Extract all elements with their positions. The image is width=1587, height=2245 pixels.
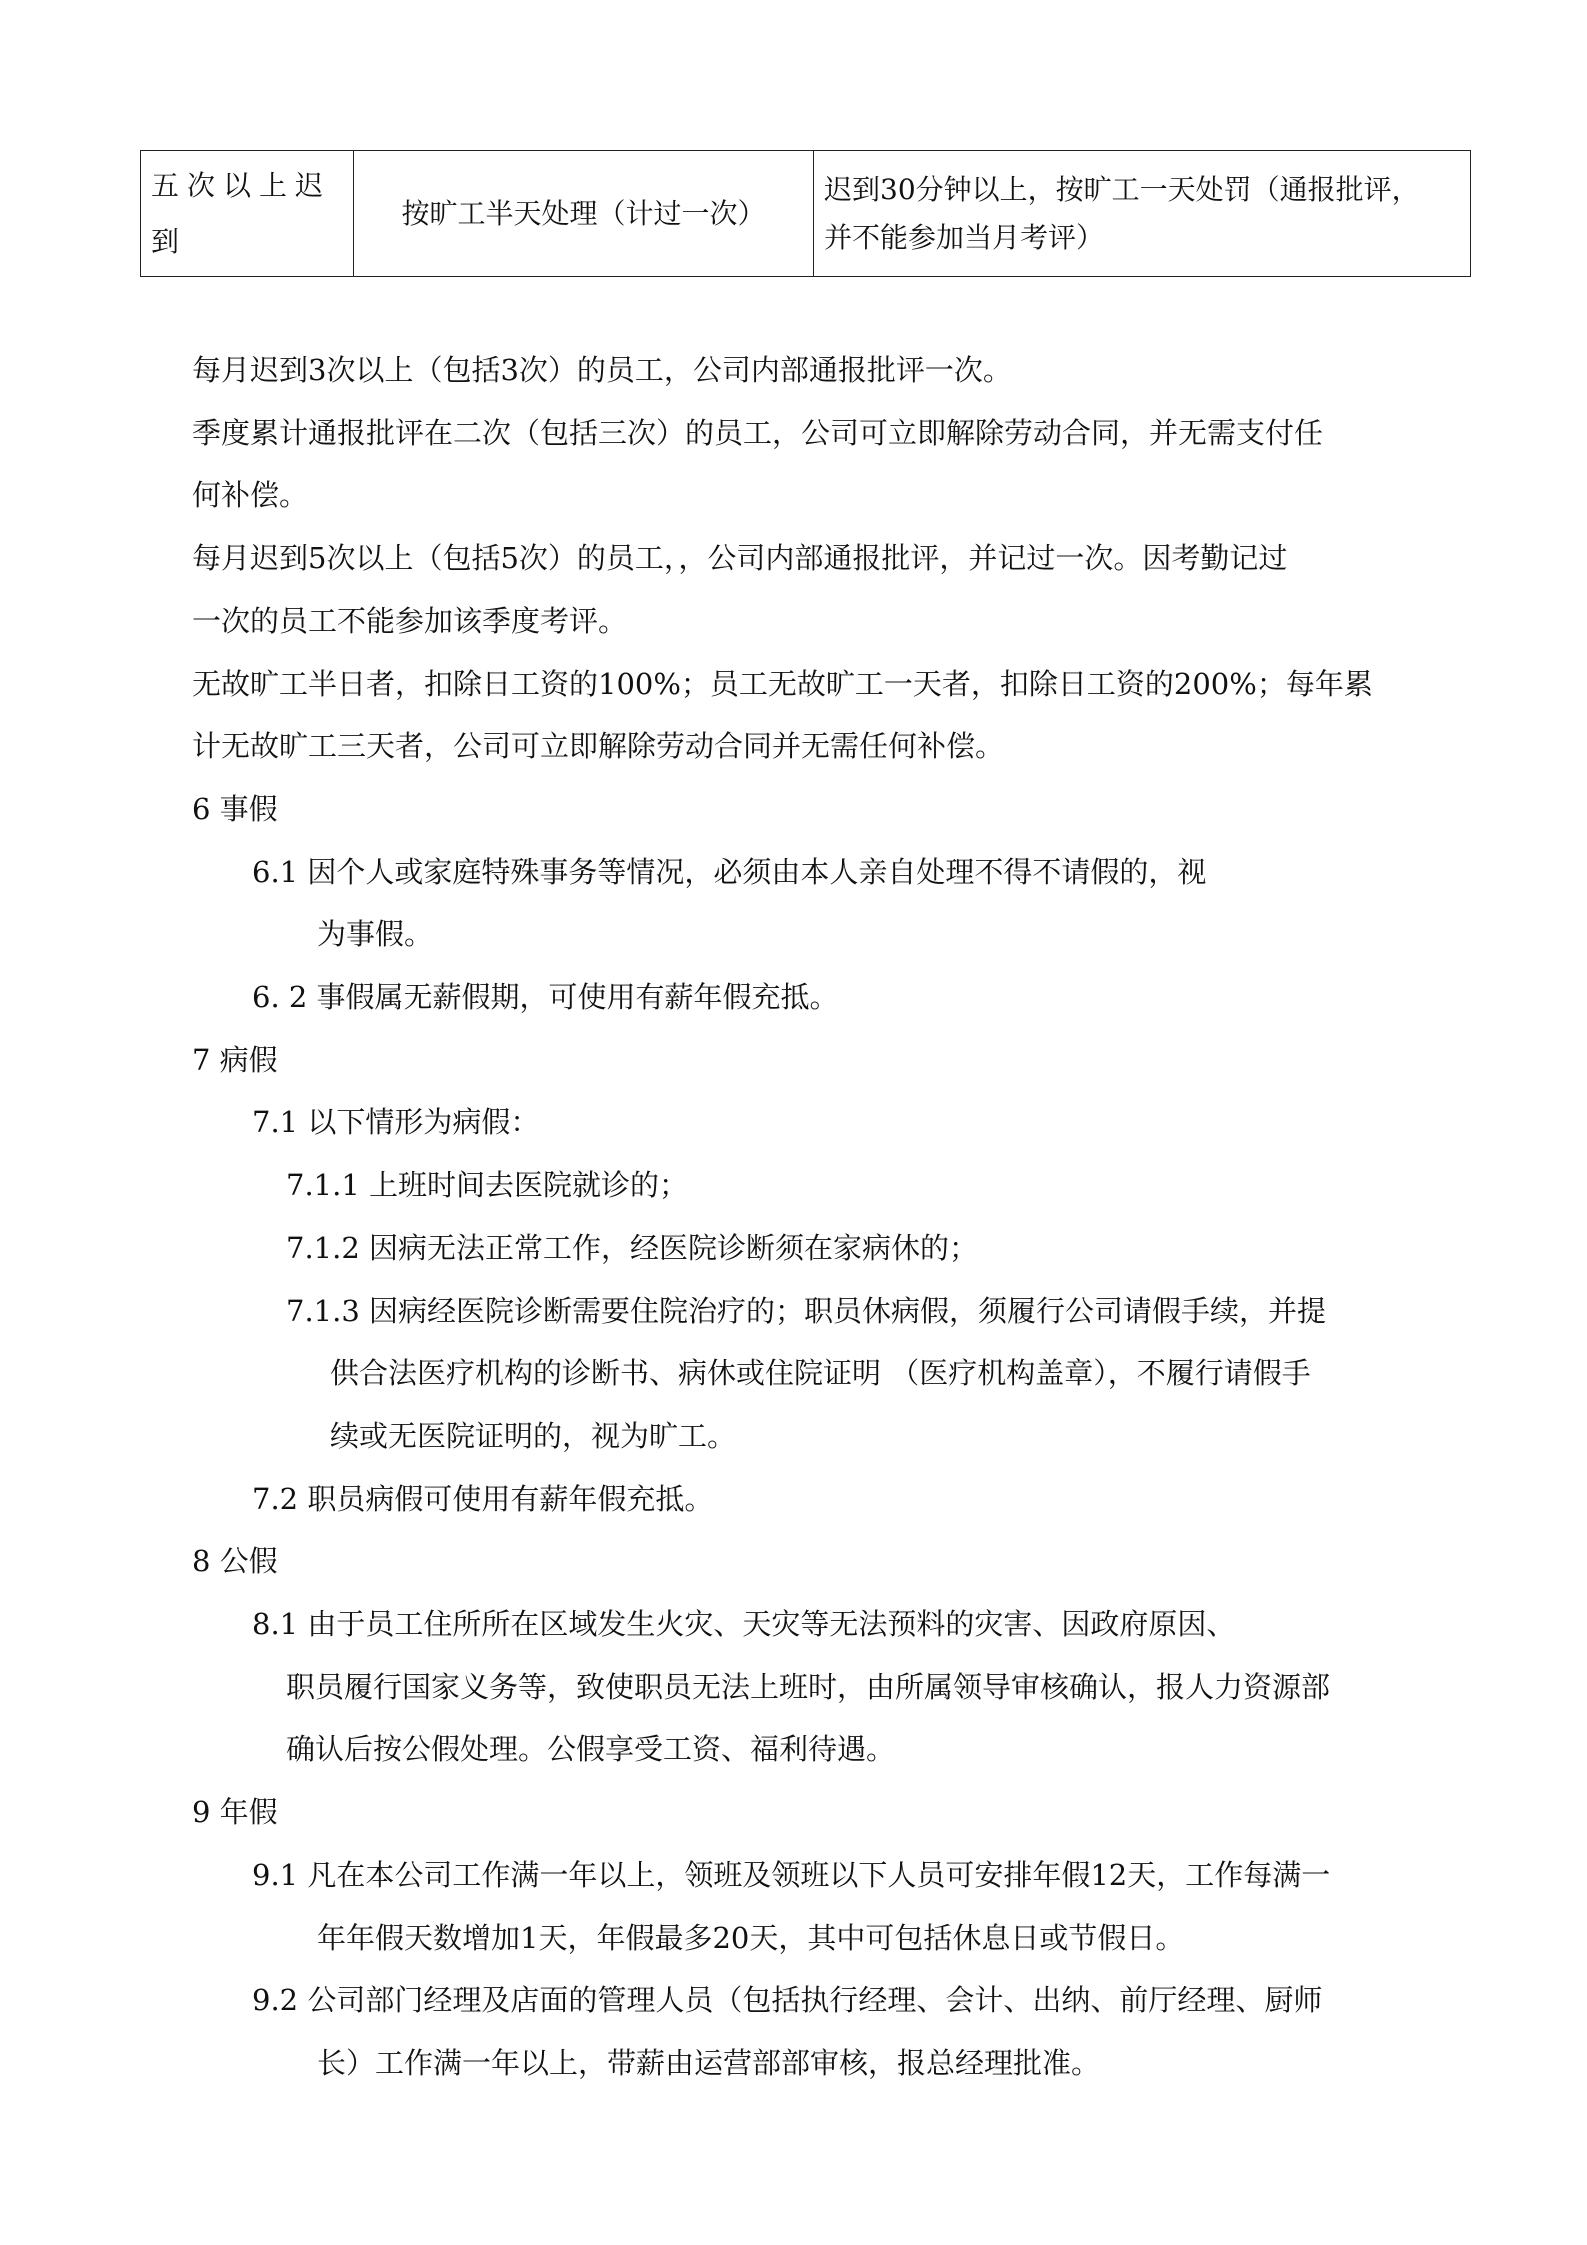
paragraph-monthly-late-5-line: 每月迟到5次以上（包括5次）的员工，，公司内部通报批评，并记过一次。因考勤记过 (192, 541, 1288, 575)
section-7-2: 7.2 职员病假可使用有薪年假充抵。 (252, 1482, 714, 1516)
section-title-personal-leave: 6 事假 (192, 792, 278, 826)
section-9-1-line: 年年假天数增加1天，年假最多20天，其中可包括休息日或节假日。 (317, 1921, 1185, 1955)
section-7-1-2: 7.1.2 因病无法正常工作，经医院诊断须在家病休的； (286, 1231, 979, 1265)
table-cell-penalty (814, 151, 1471, 277)
lateness-penalty-table (140, 150, 1471, 277)
paragraph-absence-line: 无故旷工半日者，扣除日工资的100%；员工无故旷工一天者，扣除日工资的200%；每年累 (192, 667, 1373, 701)
cell-text: 五次以上迟到 (151, 168, 332, 258)
section-7-1: 7.1 以下情形为病假： (252, 1105, 540, 1139)
section-7-1-1: 7.1.1 上班时间去医院就诊的； (286, 1168, 689, 1202)
section-title-annual-leave: 9 年假 (192, 1795, 278, 1829)
cell-text-line: 迟到30分钟以上，按旷工一天处罚（通报批评， (824, 172, 1420, 206)
section-8-1-line: 8.1 由于员工住所所在区域发生火灾、天灾等无法预料的灾害、因政府原因、 (252, 1607, 1236, 1641)
paragraph-monthly-late-5-line: 一次的员工不能参加该季度考评。 (192, 604, 628, 638)
cell-text-line: 并不能参加当月考评） (824, 220, 1105, 254)
paragraph-absence-line: 计无故旷工三天者，公司可立即解除劳动合同并无需任何补偿。 (192, 729, 1005, 763)
section-6-1-line: 6.1 因个人或家庭特殊事务等情况，必须由本人亲自处理不得不请假的，视 (252, 855, 1207, 889)
section-9-2-line: 长）工作满一年以上，带薪由运营部部审核，报总经理批准。 (317, 2046, 1101, 2080)
section-title-public-leave: 8 公假 (192, 1544, 278, 1578)
section-8-1-line: 确认后按公假处理。公假享受工资、福利待遇。 (286, 1732, 896, 1766)
section-7-1-3-line: 续或无医院证明的，视为旷工。 (330, 1419, 737, 1453)
table-row (141, 151, 1471, 277)
section-9-2-line: 9.2 公司部门经理及店面的管理人员（包括执行经理、会计、出纳、前厅经理、厨师 (252, 1983, 1323, 2017)
paragraph-quarterly-line: 何补偿。 (192, 478, 309, 512)
section-6-1-line: 为事假。 (317, 917, 434, 951)
section-title-sick-leave: 7 病假 (192, 1043, 278, 1077)
section-8-1-line: 职员履行国家义务等，致使职员无法上班时，由所属领导审核确认，报人力资源部 (286, 1670, 1331, 1704)
paragraph-quarterly-line: 季度累计通报批评在二次（包括三次）的员工，公司可立即解除劳动合同，并无需支付任 (192, 416, 1324, 450)
paragraph-monthly-late-3: 每月迟到3次以上（包括3次）的员工，公司内部通报批评一次。 (192, 353, 1012, 387)
table-cell-condition (141, 151, 354, 277)
section-7-1-3-line: 7.1.3 因病经医院诊断需要住院治疗的；职员休病假，须履行公司请假手续，并提 (286, 1294, 1327, 1328)
cell-text: 按旷工半天处理（计过一次） (401, 196, 766, 230)
section-9-1-line: 9.1 凡在本公司工作满一年以上，领班及领班以下人员可安排年假12天，工作每满一 (252, 1858, 1331, 1892)
table-cell-handling (354, 151, 814, 277)
section-7-1-3-line: 供合法医疗机构的诊断书、病休或住院证明 （医疗机构盖章），不履行请假手 (330, 1356, 1311, 1390)
section-6-2: 6. 2 事假属无薪假期，可使用有薪年假充抵。 (252, 980, 839, 1014)
